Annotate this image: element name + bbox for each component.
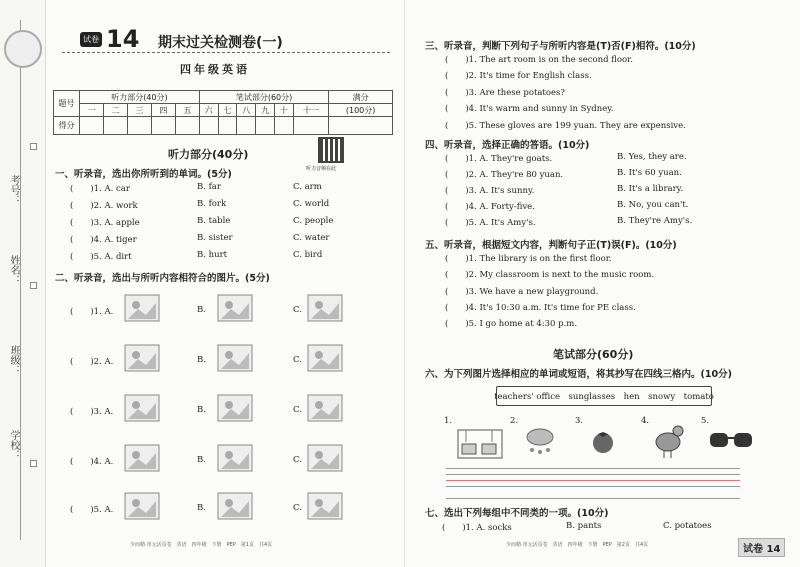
picture-option	[122, 341, 162, 375]
score-cell[interactable]	[175, 117, 199, 135]
pic-number: 3.	[575, 416, 584, 426]
id-label: 考号：	[8, 175, 19, 205]
option-a: ( )5. A. dirt	[70, 252, 132, 262]
writing-line[interactable]	[446, 474, 740, 475]
score-cell[interactable]	[293, 117, 328, 135]
option-c: C.	[293, 305, 302, 315]
score-table	[53, 90, 393, 135]
option-b: B.	[197, 503, 206, 513]
writing-line[interactable]	[446, 468, 740, 469]
q-num: 七	[218, 104, 237, 117]
option-b: B.	[197, 305, 206, 315]
q-num: 十一	[293, 104, 328, 117]
answer-b: B. They're Amy's.	[617, 216, 693, 226]
picture-option	[122, 391, 162, 425]
option-c: C. arm	[293, 182, 322, 192]
pic-number: 2.	[510, 416, 519, 426]
option-a: ( )3. A. apple	[70, 218, 140, 228]
tf-statement: ( )4. It's 10:30 a.m. It's time for PE class.	[445, 303, 636, 313]
pic-number: 4.	[641, 416, 650, 426]
row-q-label: 题号	[54, 91, 80, 117]
option-c: C.	[293, 355, 302, 365]
footer-right: 少而精·单元活页卷 英语 四年级 下册 PEP 第2页 共4页	[506, 542, 649, 548]
score-cell[interactable]	[256, 117, 275, 135]
picture-option	[215, 489, 255, 523]
option-b: B. hurt	[197, 250, 228, 260]
answer-a: ( )3. A. It's sunny.	[445, 186, 535, 196]
tf-statement: ( )3. Are these potatoes?	[445, 88, 565, 98]
writing-line[interactable]	[446, 480, 740, 481]
score-cell[interactable]	[103, 117, 127, 135]
q-num: 一	[80, 104, 104, 117]
picture-option	[215, 441, 255, 475]
answer-b: B. No, you can't.	[617, 200, 689, 210]
pic-number: 1.	[444, 416, 453, 426]
binding-strip	[0, 0, 46, 567]
office-picture	[456, 424, 504, 462]
score-cell[interactable]	[127, 117, 151, 135]
score-cell[interactable]	[237, 117, 256, 135]
option-c: C.	[293, 503, 302, 513]
binding-hole	[30, 143, 37, 150]
option-a: ( )4. A. tiger	[70, 235, 137, 245]
tf-statement: ( )5. These gloves are 199 yuan. They are expensive.	[445, 121, 686, 131]
option-c: C. water	[293, 233, 330, 243]
logo-seal	[4, 30, 42, 68]
q-num: 六	[199, 104, 218, 117]
snowy-cloud-icon	[522, 424, 558, 458]
q-num: 十	[274, 104, 293, 117]
tf-statement: ( )5. I go home at 4:30 p.m.	[445, 319, 578, 329]
tf-statement: ( )2. It's time for English class.	[445, 71, 592, 81]
name-label: 姓名：	[8, 255, 19, 285]
class-label: 班级：	[8, 345, 19, 375]
q-num: 三	[127, 104, 151, 117]
listening-header: 听力部分(40分)	[80, 91, 200, 104]
listening-section-title: 听力部分(40分)	[168, 148, 249, 161]
paper-badge: 试卷	[80, 32, 102, 47]
section-5-title: 五、听录音，根据短文内容，判断句子正(T)误(F)。(10分)	[425, 240, 677, 251]
option-a: ( )1. A.	[70, 307, 114, 317]
row-s-label: 得分	[54, 117, 80, 135]
option-b: B. pants	[566, 521, 602, 531]
school-label: 学校：	[8, 430, 19, 460]
score-cell[interactable]	[274, 117, 293, 135]
score-cell[interactable]	[80, 117, 104, 135]
option-a: ( )2. A. work	[70, 201, 138, 211]
subtitle: 四年级英语	[180, 63, 250, 76]
score-cell[interactable]	[151, 117, 175, 135]
option-a: ( )3. A.	[70, 407, 114, 417]
writing-section-title: 笔试部分(60分)	[553, 348, 634, 361]
picture-option	[215, 391, 255, 425]
option-b: B. far	[197, 182, 221, 192]
word-bank: teachers' office sunglasses hen snowy tomato	[496, 386, 712, 406]
answer-b: B. It's 60 yuan.	[617, 168, 682, 178]
tomato-icon	[590, 428, 616, 454]
option-b: B. fork	[197, 199, 227, 209]
answer-a: ( )5. A. It's Amy's.	[445, 218, 536, 228]
corner-badge: 试卷 14	[738, 538, 785, 557]
section-4-title: 四、听录音，选择正确的答语。(10分)	[425, 140, 590, 151]
total-value: (100分)	[329, 104, 393, 117]
option-b: B.	[197, 455, 206, 465]
option-b: B. table	[197, 216, 231, 226]
q-num: 四	[151, 104, 175, 117]
tf-statement: ( )2. My classroom is next to the music room.	[445, 270, 655, 280]
writing-line[interactable]	[446, 486, 740, 487]
section-1-title: 一、听录音，选出你所听到的单词。(5分)	[55, 169, 232, 180]
tf-statement: ( )3. We have a new playground.	[445, 287, 599, 297]
score-cell[interactable]	[329, 117, 393, 135]
qr-caption: 听力音频在此	[306, 166, 337, 172]
picture-option	[122, 489, 162, 523]
qr-code-icon[interactable]	[318, 137, 344, 163]
option-a: ( )2. A.	[70, 357, 114, 367]
pic-number: 5.	[701, 416, 710, 426]
hen-icon	[652, 422, 686, 460]
footer-left: 少而精·单元活页卷 英语 四年级 下册 PEP 第1页 共4页	[130, 542, 273, 548]
option-a: ( )1. A. socks	[442, 523, 512, 533]
picture-option	[305, 489, 345, 523]
q-num: 八	[237, 104, 256, 117]
option-a: ( )4. A.	[70, 457, 114, 467]
score-cell[interactable]	[199, 117, 218, 135]
option-b: B. sister	[197, 233, 233, 243]
picture-option	[122, 441, 162, 475]
tf-statement: ( )1. The library is on the first floor.	[445, 254, 612, 264]
q-num: 九	[256, 104, 275, 117]
option-b: B.	[197, 355, 206, 365]
answer-a: ( )4. A. Forty-five.	[445, 202, 535, 212]
divider	[62, 52, 390, 53]
picture-option	[215, 341, 255, 375]
picture-option	[305, 391, 345, 425]
picture-option	[215, 291, 255, 325]
section-6-title: 六、为下列图片选择相应的单词或短语，将其抄写在四线三格内。(10分)	[425, 369, 732, 380]
page-title: 期末过关检测卷(一)	[158, 35, 283, 51]
q-num: 二	[103, 104, 127, 117]
section-7-title: 七、选出下列每组中不同类的一项。(10分)	[425, 508, 609, 519]
answer-b: B. It's a library.	[617, 184, 684, 194]
option-c: C. people	[293, 216, 334, 226]
binding-hole	[30, 282, 37, 289]
option-a: ( )5. A.	[70, 505, 114, 515]
option-c: C. world	[293, 199, 330, 209]
answer-a: ( )1. A. They're goats.	[445, 154, 553, 164]
q-num: 五	[175, 104, 199, 117]
option-b: B.	[197, 405, 206, 415]
section-3-title: 三、听录音，判断下列句子与所听内容是(T)否(F)相符。(10分)	[425, 41, 696, 52]
section-2-title: 二、听录音，选出与所听内容相符合的图片。(5分)	[55, 273, 270, 284]
option-c: C. bird	[293, 250, 323, 260]
picture-option	[122, 291, 162, 325]
binding-hole	[30, 460, 37, 467]
paper-number: 14	[106, 25, 140, 53]
answer-a: ( )2. A. They're 80 yuan.	[445, 170, 564, 180]
writing-line[interactable]	[446, 498, 740, 499]
option-c: C.	[293, 405, 302, 415]
score-cell[interactable]	[218, 117, 237, 135]
answer-b: B. Yes, they are.	[617, 152, 687, 162]
header	[80, 25, 140, 53]
tf-statement: ( )1. The art room is on the second floor.	[445, 55, 633, 65]
sunglasses-icon	[708, 430, 754, 450]
total-label: 满分	[329, 91, 393, 104]
picture-option	[305, 291, 345, 325]
tf-statement: ( )4. It's warm and sunny in Sydney.	[445, 104, 614, 114]
option-a: ( )1. A. car	[70, 184, 130, 194]
option-c: C. potatoes	[663, 521, 712, 531]
option-c: C.	[293, 455, 302, 465]
picture-option	[305, 341, 345, 375]
writing-header: 笔试部分(60分)	[199, 91, 328, 104]
picture-option	[305, 441, 345, 475]
